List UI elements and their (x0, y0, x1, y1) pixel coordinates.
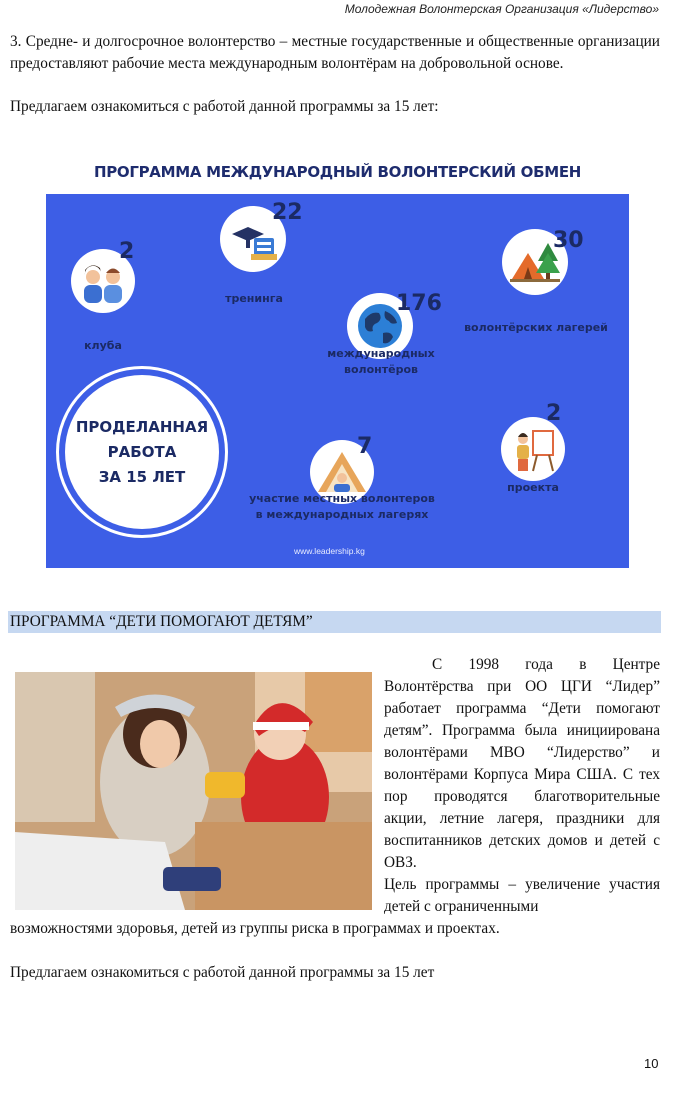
volunteers-label-line-1: международных (327, 347, 435, 360)
local-label (232, 491, 452, 523)
easel-artist-icon (501, 417, 565, 481)
center-line-3: ЗА 15 ЛЕТ (98, 467, 186, 486)
clubs-label: клуба (84, 339, 122, 352)
infographic-title: ПРОГРАММА МЕЖДУНАРОДНЫЙ ВОЛОНТЕРСКИЙ ОБМЕН (93, 163, 582, 181)
program-goal-start: Цель программы – увеличение участия детей с ограниченными (384, 876, 660, 915)
website-link[interactable]: www.leadership.kg (294, 546, 365, 556)
trainings-value: 22 (272, 200, 303, 225)
program-description-text: С 1998 года в Центре Волонтёрства при ОО ЦГИ “Лидер” работает программа “Дети помогают детям”. Программа была инициирована волонтёрами МВО “Лидерство” и волонтёрами Корпуса Мира США. С тех пор проводятся благотворительные акции, летние лагеря, праздники для воспитанников детских домов и детей с ОВЗ. (384, 656, 660, 871)
document-header: Молодежная Волонтерская Организация «Лидерство» (344, 2, 659, 16)
local-label-line-2: в международных лагерях (255, 508, 429, 521)
infographic (46, 163, 629, 568)
volunteers-label-line-2: волонтёров (344, 363, 418, 376)
center-badge (65, 375, 219, 529)
program-goal-end: возможностями здоровья, детей из группы риска в программах и проектах. (10, 920, 500, 937)
local-label-line-1: участие местных волонтеров (249, 492, 435, 505)
center-line-1: ПРОДЕЛАННАЯ (75, 417, 209, 436)
program-description (384, 654, 660, 918)
section-heading-bar (8, 611, 661, 633)
trainings-label: тренинга (225, 292, 283, 305)
camps-value: 30 (553, 228, 584, 253)
intro-lead-paragraph: Предлагаем ознакомиться с работой данной программы за 15 лет: (10, 98, 439, 115)
program-photo (15, 672, 372, 910)
volunteers-label (311, 346, 451, 378)
intro-paragraph: 3. Средне- и долгосрочное волонтерство – местные государственные и общественные организации предоставляют рабочие места международным волонтёрам на добровольной основе. (10, 33, 660, 72)
section-title: ПРОГРАММА “ДЕТИ ПОМОГАЮТ ДЕТЯМ” (10, 613, 313, 630)
closing-paragraph: Предлагаем ознакомиться с работой данной программы за 15 лет (10, 964, 435, 981)
projects-label: проекта (507, 481, 559, 494)
camps-label: волонтёрских лагерей (464, 321, 608, 334)
projects-value: 2 (546, 401, 562, 426)
infographic-board (46, 194, 629, 568)
page-number: 10 (644, 1056, 659, 1071)
local-value: 7 (357, 434, 373, 459)
clubs-value: 2 (119, 239, 135, 264)
volunteers-value: 176 (396, 291, 442, 316)
center-line-2: РАБОТА (107, 442, 177, 461)
